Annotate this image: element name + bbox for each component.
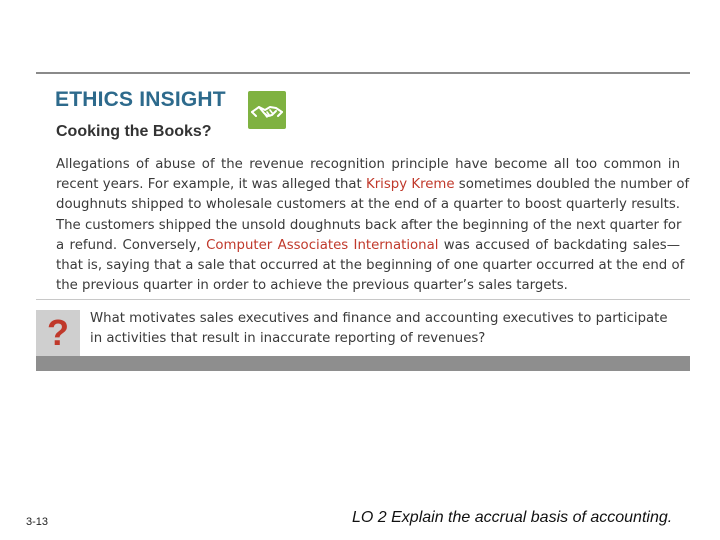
body-line — [56, 175, 690, 195]
bottom-bar — [36, 356, 690, 371]
question-line: What motivates sales executives and finance and accounting executives to participate — [90, 311, 668, 326]
body-line: The customers shipped the unsold doughnuts back after the beginning of the next quarter for — [56, 217, 682, 233]
insight-body — [56, 155, 690, 296]
body-text-segment: recent years. For example, it was alleged that — [56, 177, 366, 193]
body-line: the previous quarter in order to achieve the previous quarter’s sales targets. — [56, 278, 568, 294]
slide-number: 3-13 — [26, 516, 49, 528]
body-text-segment: sometimes doubled the number of — [454, 177, 690, 193]
body-line: that is, saying that a sale that occurred at the beginning of one quarter occurred at the end of — [56, 258, 685, 274]
body-text-segment: a refund. Conversely, — [56, 237, 207, 253]
top-divider — [36, 72, 690, 74]
ethics-insight-heading: ETHICS INSIGHT — [55, 88, 226, 111]
learning-objective-caption: LO 2 Explain the accrual basis of accounting. — [352, 509, 673, 526]
body-line — [56, 236, 680, 256]
section-divider — [36, 299, 690, 300]
body-line: Allegations of abuse of the revenue recognition principle have become all too common in — [56, 157, 680, 172]
question-line: in activities that result in inaccurate reporting of revenues? — [90, 331, 486, 346]
body-text-segment: was accused of backdating sales— — [438, 237, 680, 253]
handshake-icon — [248, 91, 286, 129]
question-mark-icon: ? — [47, 312, 69, 353]
company-name-computer-associates: Computer Associates International — [206, 237, 439, 253]
company-name-krispy-kreme: Krispy Kreme — [366, 177, 455, 193]
discussion-question — [90, 309, 670, 349]
insight-subheading: Cooking the Books? — [56, 123, 212, 140]
question-icon-box — [36, 310, 80, 356]
body-line: doughnuts shipped to wholesale customers at the end of a quarter to boost quarterly results. — [56, 197, 680, 213]
